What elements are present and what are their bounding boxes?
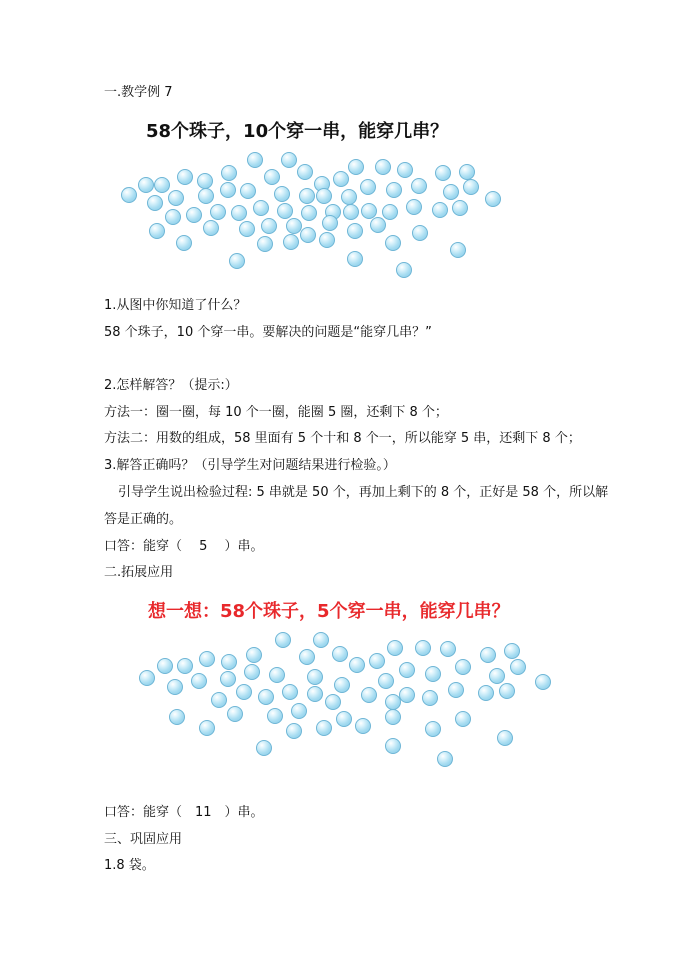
method-1: 方法一：圈一圈，每 10 个一圈，能圈 5 圈，还剩下 8 个； — [104, 405, 448, 420]
bead — [316, 188, 332, 204]
bead — [412, 225, 428, 241]
bead — [291, 703, 307, 719]
bead — [299, 188, 315, 204]
bead — [277, 203, 293, 219]
bead — [167, 679, 183, 695]
bead — [301, 205, 317, 221]
bead — [121, 187, 137, 203]
bead — [244, 664, 260, 680]
bead — [282, 684, 298, 700]
bead — [139, 670, 155, 686]
bead — [319, 232, 335, 248]
bead — [378, 673, 394, 689]
bead — [332, 646, 348, 662]
problem1-heading: 58个珠子，10个穿一串，能穿几串？ — [146, 121, 449, 142]
bead — [300, 227, 316, 243]
bead — [203, 220, 219, 236]
section3-item-1: 1.8 袋。 — [104, 858, 155, 873]
bead — [177, 658, 193, 674]
bead — [274, 186, 290, 202]
bead — [334, 677, 350, 693]
bead — [199, 720, 215, 736]
bead — [480, 647, 496, 663]
bead — [227, 706, 243, 722]
bead — [275, 632, 291, 648]
bead — [510, 659, 526, 675]
bead — [489, 668, 505, 684]
section2-title: 二.拓展应用 — [104, 565, 174, 580]
question-2: 2.怎样解答？（提示:） — [104, 378, 238, 393]
bead — [169, 709, 185, 725]
bead — [385, 738, 401, 754]
bead — [497, 730, 513, 746]
bead — [349, 657, 365, 673]
bead — [313, 632, 329, 648]
bead — [375, 159, 391, 175]
bead — [382, 204, 398, 220]
bead — [283, 234, 299, 250]
method-2: 方法二：用数的组成，58 里面有 5 个十和 8 个一，所以能穿 5 串，还剩下 8 个； — [104, 431, 581, 446]
bead — [399, 687, 415, 703]
bead — [149, 223, 165, 239]
bead — [176, 235, 192, 251]
bead — [452, 200, 468, 216]
section3-title: 三、巩固应用 — [104, 832, 183, 847]
bead — [231, 205, 247, 221]
bead — [455, 659, 471, 675]
bead — [387, 640, 403, 656]
bead — [229, 253, 245, 269]
bead — [210, 204, 226, 220]
bead — [147, 195, 163, 211]
bead — [261, 218, 277, 234]
bead — [499, 683, 515, 699]
bead — [369, 653, 385, 669]
bead — [168, 190, 184, 206]
bead — [341, 189, 357, 205]
bead — [411, 178, 427, 194]
problem2-heading: 想一想：58个珠子，5个穿一串，能穿几串？ — [148, 601, 510, 622]
bead — [397, 162, 413, 178]
bead — [221, 654, 237, 670]
bead — [239, 221, 255, 237]
bead — [348, 159, 364, 175]
bead — [307, 669, 323, 685]
bead — [220, 671, 236, 687]
bead — [246, 647, 262, 663]
bead — [415, 640, 431, 656]
bead — [267, 708, 283, 724]
bead — [157, 658, 173, 674]
question-1: 1.从图中你知道了什么？ — [104, 298, 247, 313]
bead — [240, 183, 256, 199]
bead — [343, 204, 359, 220]
answer-1: 58 个珠子，10 个穿一串。要解决的问题是“能穿几串？” — [104, 325, 432, 340]
bead — [322, 215, 338, 231]
bead — [198, 188, 214, 204]
bead — [256, 740, 272, 756]
bead — [440, 641, 456, 657]
bead — [347, 223, 363, 239]
bead — [211, 692, 227, 708]
bead — [286, 723, 302, 739]
bead — [422, 690, 438, 706]
bead — [336, 711, 352, 727]
bead — [355, 718, 371, 734]
bead — [236, 684, 252, 700]
bead — [361, 687, 377, 703]
bead — [370, 217, 386, 233]
bead — [406, 199, 422, 215]
bead — [191, 673, 207, 689]
bead — [399, 662, 415, 678]
bead — [177, 169, 193, 185]
bead — [432, 202, 448, 218]
bead — [307, 686, 323, 702]
answer-line-2: 口答：能穿（ 11 ）串。 — [104, 805, 264, 820]
bead — [325, 694, 341, 710]
bead — [199, 651, 215, 667]
bead — [425, 721, 441, 737]
bead — [264, 169, 280, 185]
bead — [459, 164, 475, 180]
bead — [386, 182, 402, 198]
bead — [385, 709, 401, 725]
bead — [258, 689, 274, 705]
bead — [186, 207, 202, 223]
check-line-2: 答是正确的。 — [104, 512, 183, 527]
bead — [257, 236, 273, 252]
bead — [437, 751, 453, 767]
bead — [425, 666, 441, 682]
bead — [396, 262, 412, 278]
bead — [485, 191, 501, 207]
bead — [385, 235, 401, 251]
bead — [435, 165, 451, 181]
bead — [165, 209, 181, 225]
bead — [253, 200, 269, 216]
bead — [299, 649, 315, 665]
bead — [154, 177, 170, 193]
bead — [333, 171, 349, 187]
bead — [347, 251, 363, 267]
bead — [450, 242, 466, 258]
bead — [455, 711, 471, 727]
answer-line-1: 口答：能穿（ 5 ）串。 — [104, 539, 264, 554]
bead — [443, 184, 459, 200]
bead — [504, 643, 520, 659]
bead — [535, 674, 551, 690]
check-line-1: 引导学生说出检验过程: 5 串就是 50 个，再加上剩下的 8 个，正好是 58 个，所以解 — [118, 485, 609, 500]
bead — [463, 179, 479, 195]
bead — [221, 165, 237, 181]
bead — [138, 177, 154, 193]
bead — [297, 164, 313, 180]
bead — [247, 152, 263, 168]
bead — [316, 720, 332, 736]
question-3: 3.解答正确吗？（引导学生对问题结果进行检验。） — [104, 458, 396, 473]
bead — [281, 152, 297, 168]
bead — [269, 667, 285, 683]
bead — [220, 182, 236, 198]
bead — [197, 173, 213, 189]
section1-title: 一.教学例 7 — [104, 85, 173, 100]
bead — [448, 682, 464, 698]
bead — [478, 685, 494, 701]
bead — [360, 179, 376, 195]
